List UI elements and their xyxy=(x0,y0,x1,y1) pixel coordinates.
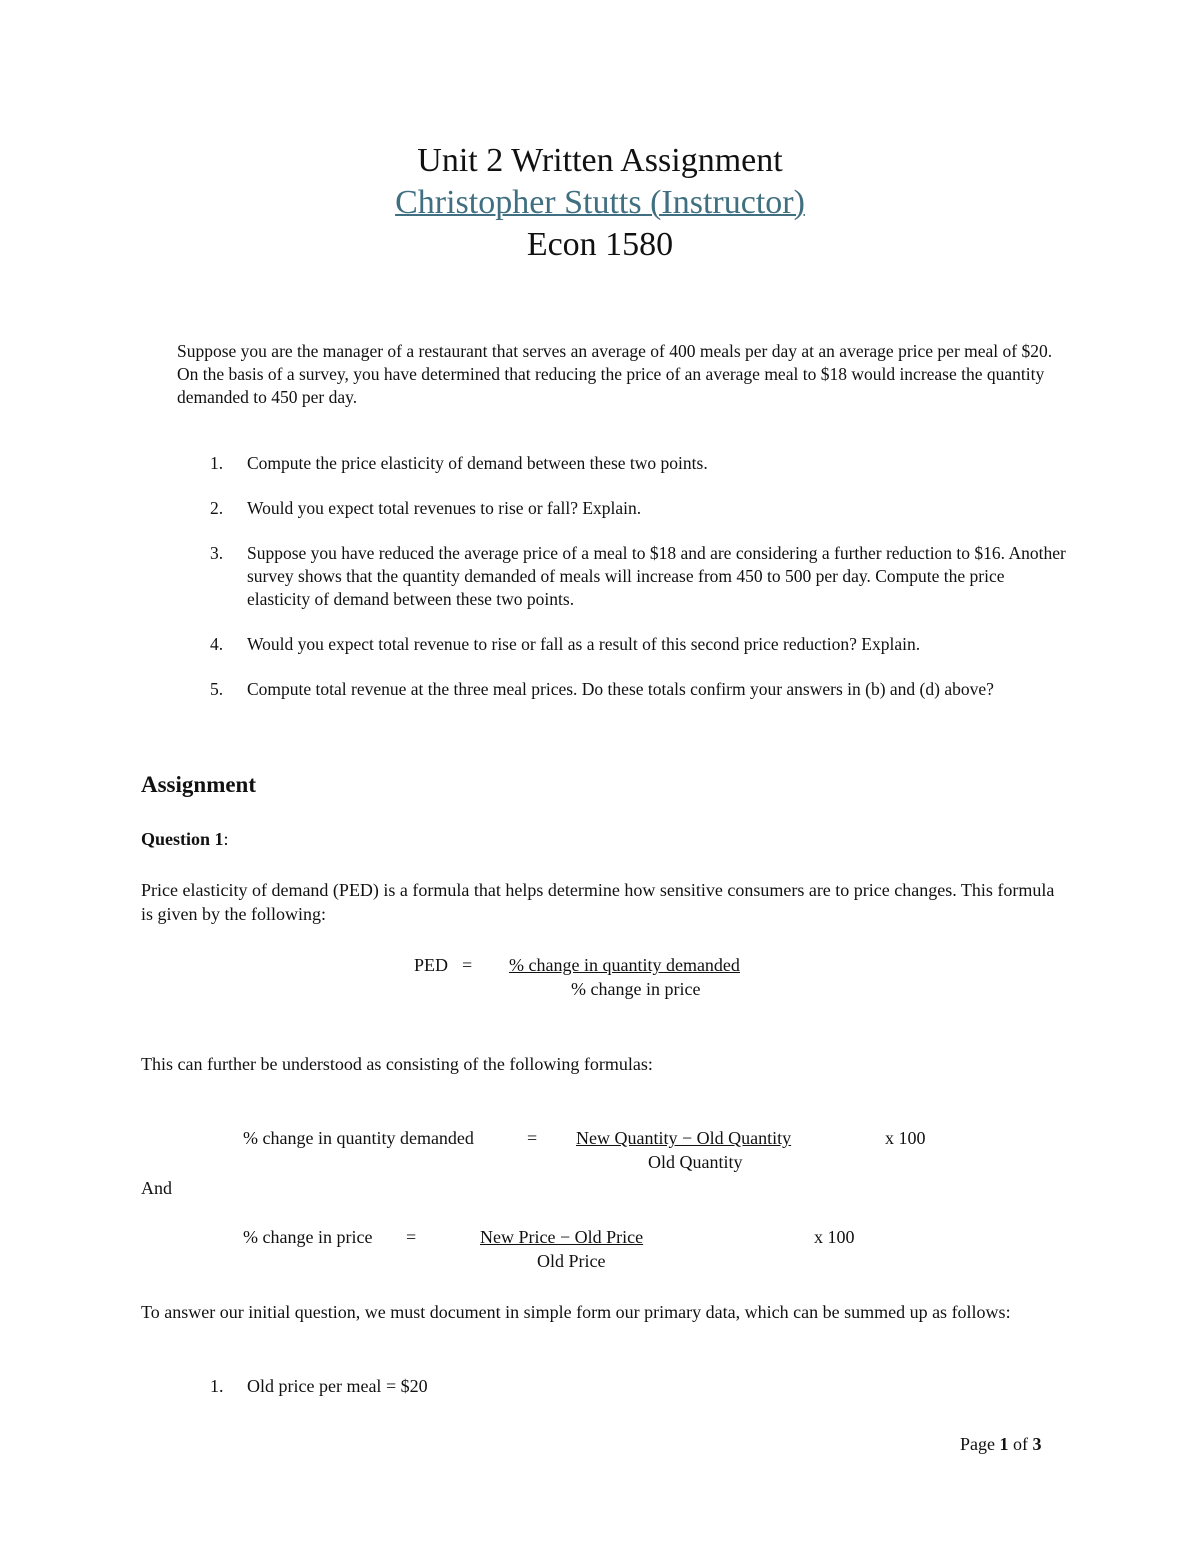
ped-equals: = xyxy=(462,955,473,975)
question-item xyxy=(177,497,1067,520)
question-1-label: Question 1 xyxy=(141,829,224,849)
question-item xyxy=(177,633,1067,656)
question-list xyxy=(177,452,1067,723)
instructor-link[interactable]: Christopher Stutts (Instructor) xyxy=(395,184,805,221)
course-name: Econ 1580 xyxy=(526,226,674,263)
price-formula-denominator: Old Price xyxy=(537,1251,606,1271)
assignment-heading: Assignment xyxy=(141,772,257,797)
data-item-text: Old price per meal = $20 xyxy=(247,1376,428,1396)
page-number: 1 xyxy=(999,1434,1009,1454)
question-number: 3. xyxy=(210,543,224,563)
page-footer xyxy=(960,1434,1042,1455)
question-text: Would you expect total revenue to rise or fall as a result of this second price reduction? Explain. xyxy=(247,634,921,654)
qty-formula-multiplier: x 100 xyxy=(885,1128,926,1148)
price-formula-multiplier: x 100 xyxy=(814,1227,855,1247)
and-label: And xyxy=(141,1178,172,1198)
question-text: Would you expect total revenues to rise or fall? Explain. xyxy=(247,498,642,518)
question-text: Suppose you have reduced the average price of a meal to $18 and are considering a further reduction to $16. Another survey shows that the quantity demanded of meals will increase from 450 to 500 per day. Compute the price elasticity of demand between these two points. xyxy=(247,543,1066,609)
question-text: Compute the price elasticity of demand between these two points. xyxy=(247,453,708,473)
formulas-intro-paragraph: This can further be understood as consisting of the following formulas: xyxy=(141,1054,653,1074)
question-number: 4. xyxy=(210,634,224,654)
question-item xyxy=(177,542,1067,611)
page-total: 3 xyxy=(1032,1434,1042,1454)
question-1-heading xyxy=(141,829,229,850)
price-formula-equals: = xyxy=(406,1227,417,1247)
intro-paragraph: Suppose you are the manager of a restaurant that serves an average of 400 meals per day at an average price per meal of $20. On the basis of a survey, you have determined that reducing the price of an average meal to $18 would increase the quantity demanded to 450 per day. xyxy=(177,341,1053,407)
qty-formula-denominator: Old Quantity xyxy=(648,1152,743,1172)
title-block xyxy=(0,140,1200,266)
question-text: Compute total revenue at the three meal prices. Do these totals confirm your answers in (b) and (d) above? xyxy=(247,679,994,699)
qty-formula-equals: = xyxy=(527,1128,538,1148)
qty-formula-numerator: New Quantity − Old Quantity xyxy=(576,1128,792,1148)
question-number: 1. xyxy=(210,453,224,473)
question-number: 2. xyxy=(210,498,224,518)
data-item-number: 1. xyxy=(210,1376,224,1396)
ped-denominator: % change in price xyxy=(571,979,701,999)
of-word: of xyxy=(1013,1434,1028,1454)
data-intro-paragraph: To answer our initial question, we must document in simple form our primary data, which can be summed up as follows: xyxy=(141,1302,1011,1322)
document-title: Unit 2 Written Assignment xyxy=(417,142,783,179)
qty-formula-lhs: % change in quantity demanded xyxy=(243,1128,474,1148)
price-formula-numerator: New Price − Old Price xyxy=(480,1227,644,1247)
page-word: Page xyxy=(960,1434,995,1454)
question-item xyxy=(177,452,1067,475)
ped-numerator: % change in quantity demanded xyxy=(509,955,740,975)
ped-lhs: PED xyxy=(414,955,449,975)
question-item xyxy=(177,678,1067,701)
price-formula-lhs: % change in price xyxy=(243,1227,373,1247)
question-number: 5. xyxy=(210,679,224,699)
question-1-colon: : xyxy=(223,829,229,849)
ped-intro-paragraph: Price elasticity of demand (PED) is a formula that helps determine how sensitive consumers are to price changes. This formula is given by the following: xyxy=(141,880,1055,924)
